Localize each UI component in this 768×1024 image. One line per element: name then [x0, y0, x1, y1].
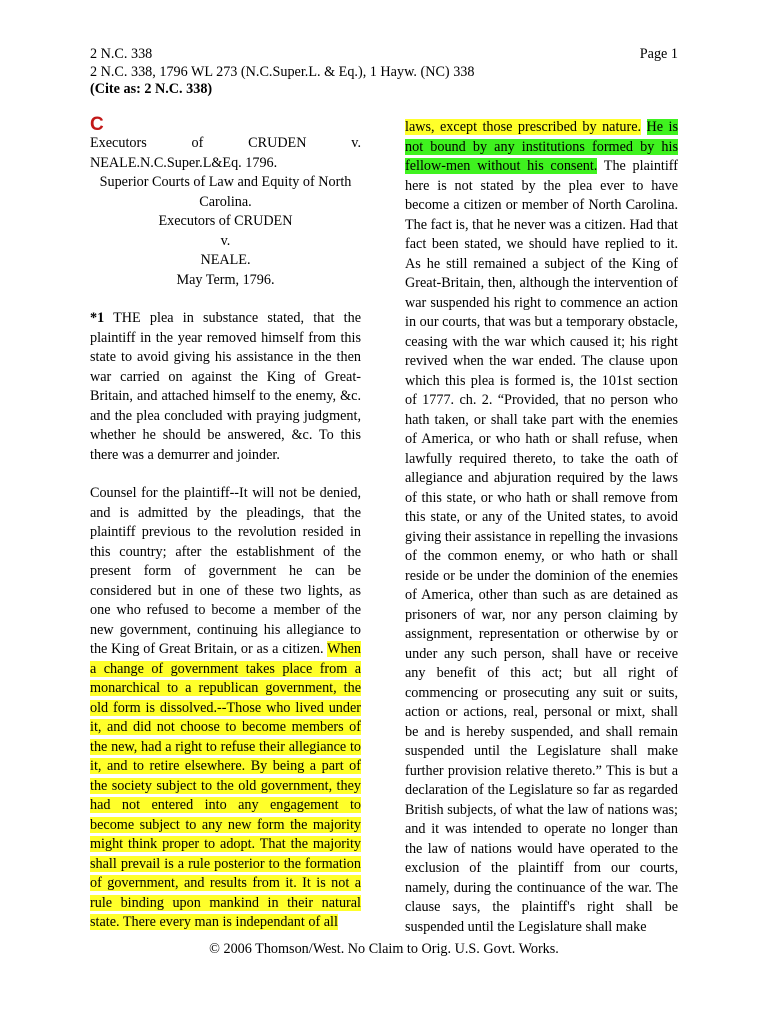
highlight-green[interactable]: He is not bound by any institutions formed by his fellow-men without his consent. [405, 119, 679, 174]
keycite-flag-icon: C [90, 114, 104, 135]
counsel-text: Counsel for the plaintiff--It will not be denied, and is admitted by the pleadings, that the plaintiff previous to the revolution resided in this country; after the establishment of the present form of government he can be considered but in one of these two lights, as one who refused to become a member of the new government, continuing his allegiance to the King of Great Britain, or as a citizen. [90, 485, 361, 657]
copyright-footer: © 2006 Thomson/West. No Claim to Orig. U.S. Govt. Works. [209, 941, 559, 957]
continued-paragraph [405, 118, 678, 937]
party-two: NEALE. [200, 252, 251, 268]
term-line: May Term, 1796. [176, 271, 275, 288]
star-page-marker: *1 [90, 310, 105, 326]
plea-text: THE plea in substance stated, that the plaintiff in the year removed himself from this state to avoid giving his assistance in the then war carried on against the King of Great-Britain, and attached himself to the enemy, &c. and the plea concluded with praying judgment, whether he should be answered, &c. To this there was a demurrer and joinder. [90, 310, 361, 463]
case-title: Executors of CRUDEN v. NEALE.N.C.Super.L&Eq. 1796. [90, 135, 361, 171]
right-column [405, 118, 678, 937]
right-body-text: The plaintiff here is not stated by the plea ever to have become a citizen or member of North Carolina. The fact is, that he never was a citizen. Had that fact been stated, we should have replied to it. As he still remained a subject of the King of Great-Britain, then, although the intervention of war suspended his right to commence an action in our courts, that was but a temporary obstacle, ceasing with the war which caused it; his right revived when the war ended. The clause upon which this plea is formed is, the 101st section of 1777. ch. 2. “Provided, that no person who hath taken, or shall take part with the enemies of America, or who hath or shall refuse, when lawfully required thereto, to take the oath of allegiance and abjuration required by the laws of this state, or who hath or shall remove from this state, or any of the United states, to avoid giving their assistance in repelling the invasions of the common enemy, or who hath or shall reside or be under the dominion of the enemies of America, other than such as are detained as prisoners of war, nor any person claiming by assignment, representation or otherwise by or under any such person, shall have or receive any benefit of this act; but all right of commencing or prosecuting any suit or suits, action or actions, real, personal or mixt, shall be and is hereby suspended, and shall remain suspended until the Legislature shall make further provision relative thereto.” This is but a declaration of the Legislature so far as regarded British subjects, of what the law of nations was; and it was intended to operate no longer than the law of nations would have operated to the exclusion of the plaintiff from our courts, namely, during the continuance of the war. The clause says, the plaintiff's right shall be suspended until the Legislature shall make [405, 158, 678, 935]
counsel-paragraph [90, 484, 361, 933]
highlight-yellow-right[interactable]: laws, except those prescribed by nature. [405, 119, 642, 135]
citation-line-2: 2 N.C. 338, 1796 WL 273 (N.C.Super.L. & Eq.), 1 Hayw. (NC) 338 [90, 63, 475, 80]
document-header [90, 46, 678, 99]
cite-as-line: (Cite as: 2 N.C. 338) [90, 81, 213, 97]
page-number: Page 1 [639, 46, 678, 62]
versus-label: v. [220, 232, 231, 249]
highlight-yellow-left[interactable]: When a change of government takes place from a monarchical to a republican government, the old form is dissolved.--Those who lived under it, and did not choose to become members of the new, had a right to refuse their allegiance to it, and to retire elsewhere. By being a part of the society subject to the old government, they had not entered into any engagement to become subject to any new form the majority might think proper to adopt. That the majority shall prevail is a rule posterior to the formation of government, and results from it. It is not a rule binding upon mankind in their natural state. There every man is independant of all [90, 641, 361, 930]
citation-line-1: 2 N.C. 338 [90, 46, 153, 62]
party-one: Executors of CRUDEN [158, 213, 293, 229]
plea-paragraph [90, 309, 361, 465]
left-column [90, 116, 361, 933]
court-name: Superior Courts of Law and Equity of North Carolina. [99, 174, 352, 210]
